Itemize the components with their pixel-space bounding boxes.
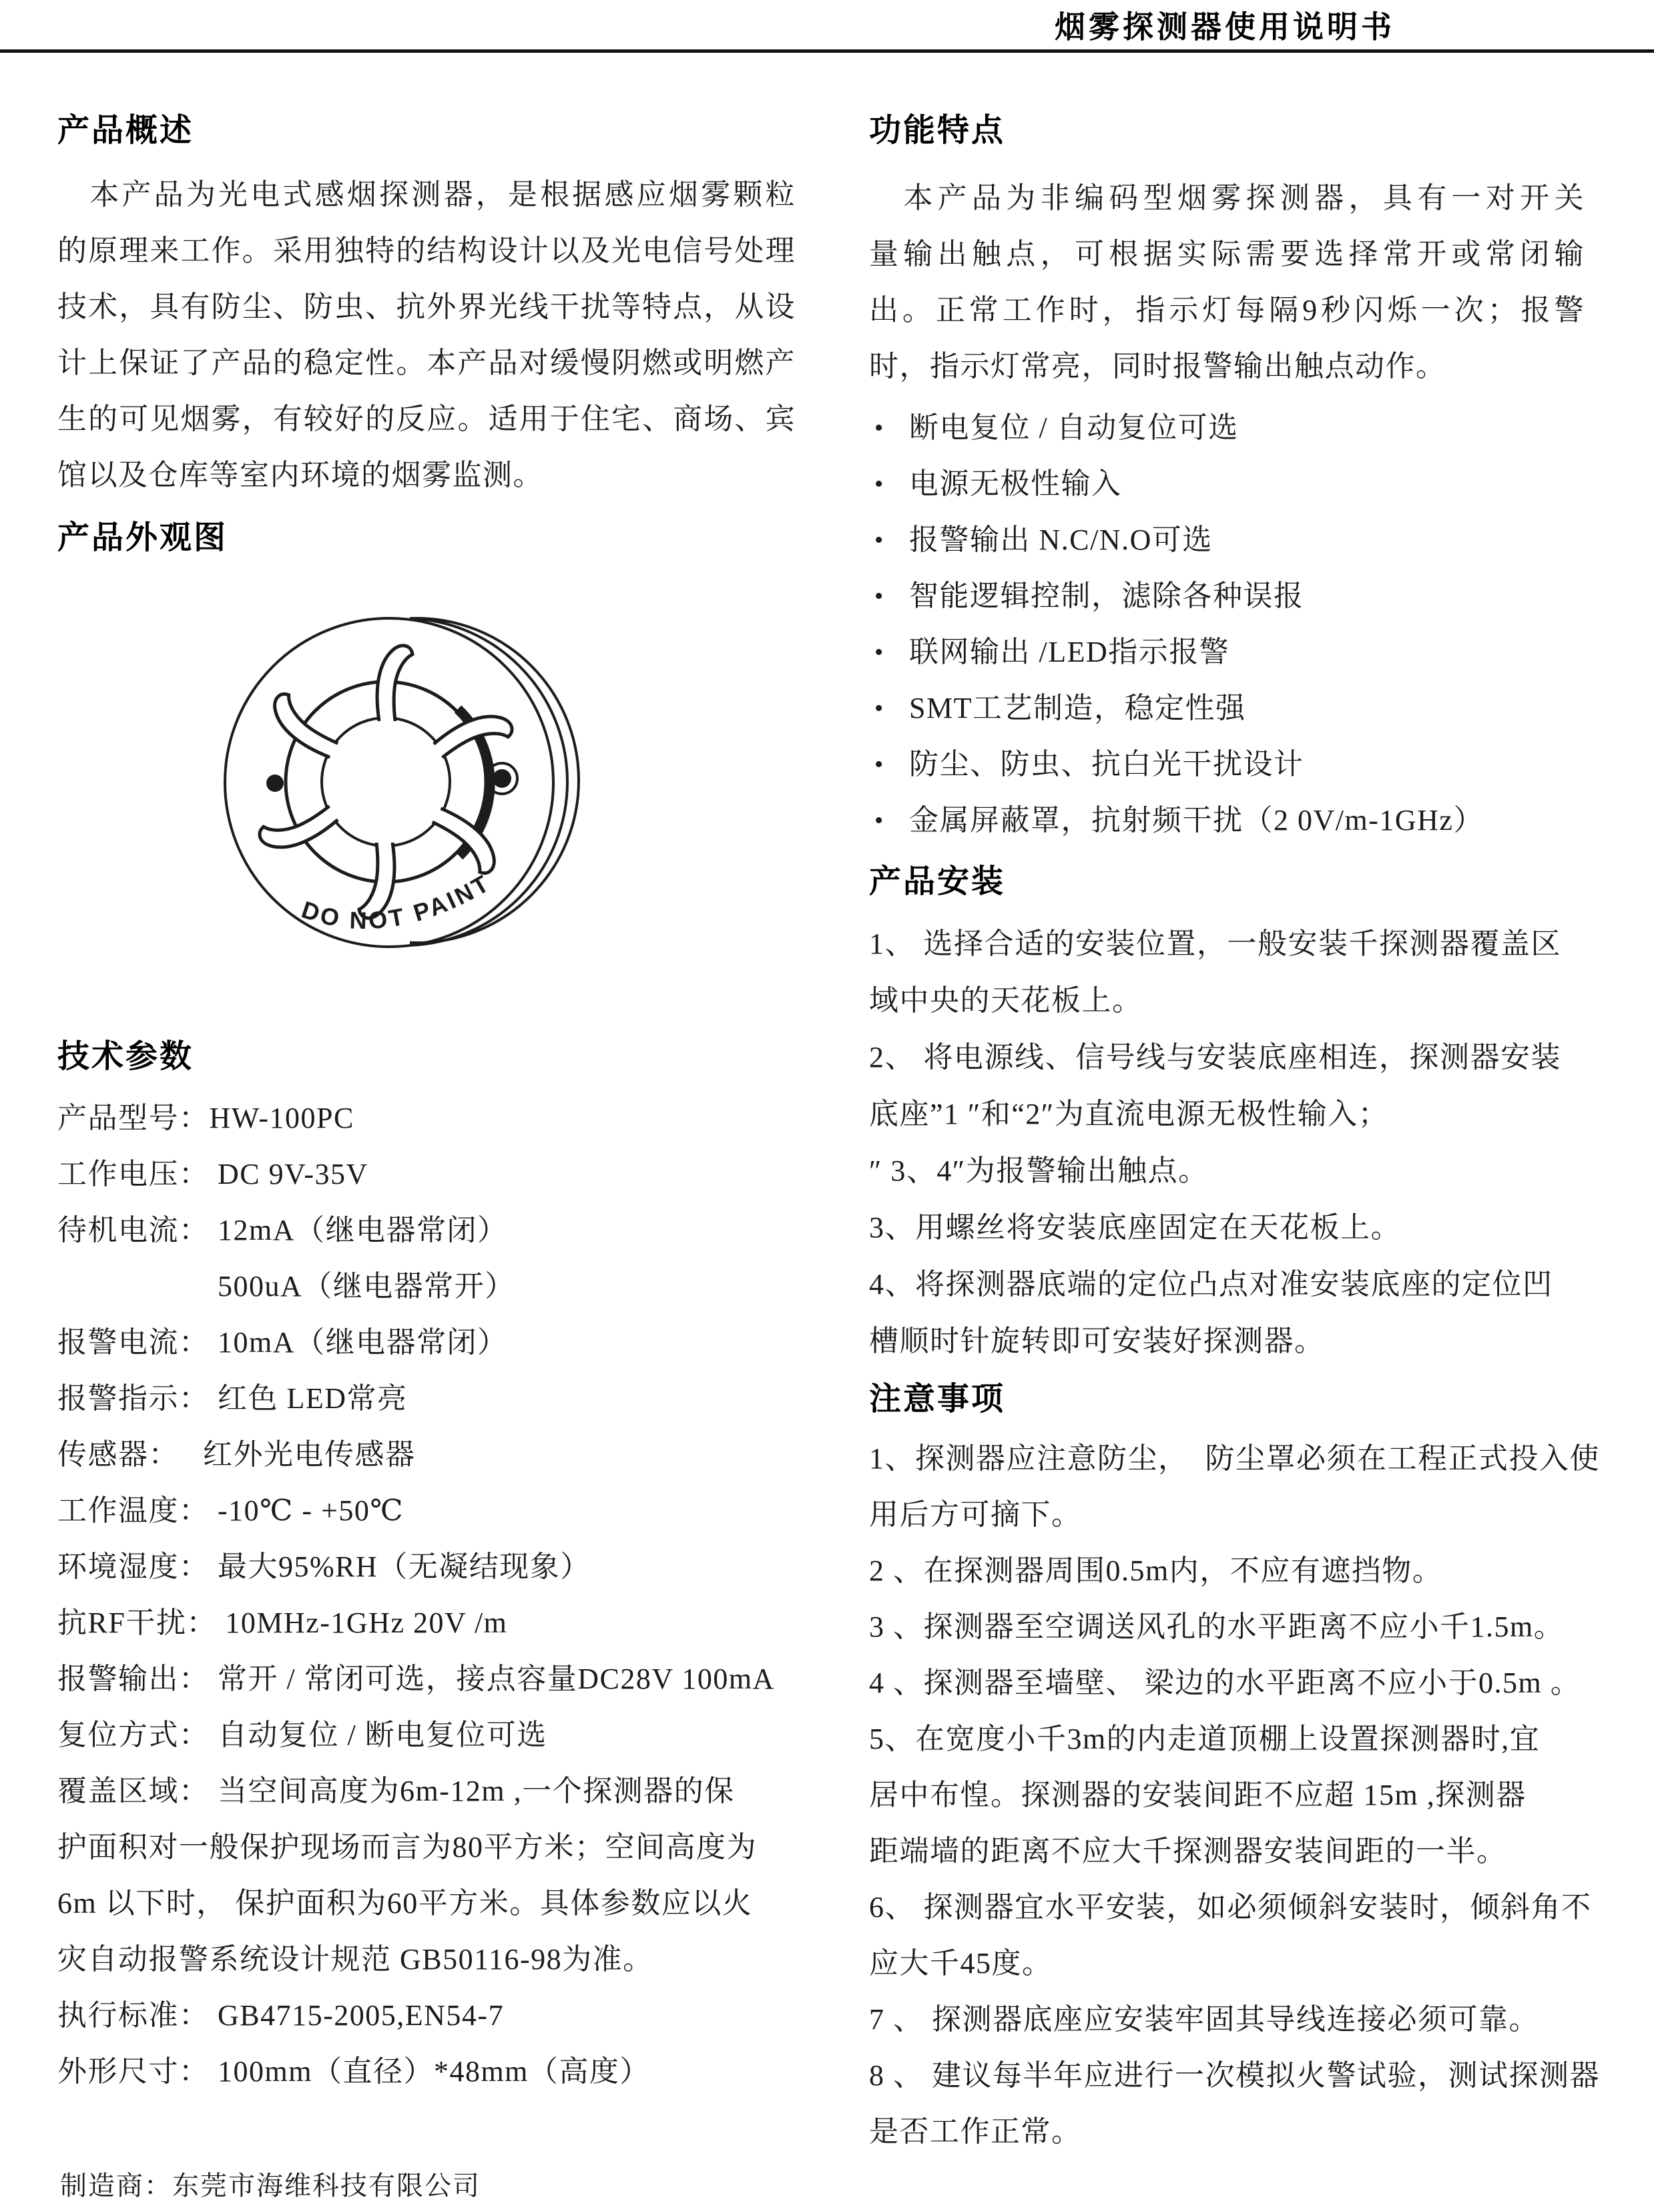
led-indicator-left [266,775,284,792]
text-line: 2、 将电源线、信号线与安装底座相连，探测器安装 [869,1041,1561,1074]
bullet-icon: • [874,582,884,610]
bullet-text: 智能逻辑控制，滤除各种误报 [909,580,1304,612]
manufacturer-line: 制造商：东莞市海维科技有限公司 [60,2171,481,2201]
title-divider [0,49,1654,53]
text-line: 距端墙的距离不应大千探测器安装间距的一半。 [869,1835,1507,1867]
bullet-icon: • [874,694,884,722]
bullet-text: 联网输出 /LED指示报警 [909,636,1230,668]
bullet-item [874,736,1615,793]
bullet-text: 电源无极性输入 [909,467,1122,500]
text-line: 执行标准： GB4715-2005,EN54-7 [57,1999,505,2032]
led-indicator-right [493,769,511,788]
bullet-item [874,793,1615,849]
page-title: 烟雾探测器使用说明书 [1055,9,1395,44]
text-line: 的原理来工作。采用独特的结构设计以及光电信号处理 [57,234,796,267]
text-line: 工作电压： DC 9V-35V [57,1158,368,1190]
text-line: 底座”1 ″和“2″为直流电源无极性输入； [869,1098,1389,1130]
text-line: 传感器： 红外光电传感器 [57,1438,416,1471]
text-line: 时，指示灯常亮，同时报警输出触点动作。 [869,350,1446,383]
bullet-icon: • [874,638,884,666]
text-line: 复位方式： 自动复位 / 断电复位可选 [57,1719,547,1751]
bullet-item [874,456,1615,512]
text-line: 护面积对一般保护现场而言为80平方米；空间高度为 [57,1831,757,1863]
text-line: 抗RF干扰： 10MHz-1GHz 20V /m [57,1606,508,1639]
bullet-icon: • [874,470,884,498]
smoke-detector-illustration [212,582,599,989]
text-line: 应大千45度。 [869,1947,1053,1980]
section-heading-features: 功能特点 [869,113,1006,148]
text-line: 馆以及仓库等室内环境的烟雾监测。 [57,459,543,491]
text-line: 槽顺时针旋转即可安装好探测器。 [869,1325,1325,1357]
text-line: 是否工作正常。 [869,2115,1082,2148]
text-line: 2 、在探测器周围0.5m内，不应有遮挡物。 [869,1554,1443,1587]
features-bullet-list [874,400,1615,849]
bullet-icon: • [874,414,884,442]
text-line: 1、 选择合适的安装位置，一般安装千探测器覆盖区 [869,927,1561,960]
bullet-text: SMT工艺制造，稳定性强 [909,692,1246,724]
section-heading-appearance: 产品外观图 [57,520,228,556]
bullet-text: 金属屏蔽罩，抗射频干扰（2 0V/m-1GHz） [909,804,1484,837]
section-heading-specs: 技术参数 [57,1039,194,1074]
text-line: 3、用螺丝将安装底座固定在天花板上。 [869,1211,1401,1244]
text-line: 居中布惶。探测器的安装间距不应超 15m ,探测器 [869,1779,1527,1811]
text-line: 1、探测器应注意防尘， 防尘罩必须在工程正式投入使 [869,1442,1600,1475]
text-line: 报警电流： 10mA（继电器常闭） [57,1326,508,1359]
text-line: 4、将探测器底端的定位凸点对准安装底座的定位凹 [869,1268,1553,1301]
do-not-paint-label: DO NOT PAINT [298,868,496,935]
text-line: 计上保证了产品的稳定性。本产品对缓慢阴燃或明燃产 [57,347,796,379]
text-line: 3 、探测器至空调送风孔的水平距离不应小千1.5m。 [869,1610,1565,1643]
text-line: 出。正常工作时，指示灯每隔9秒闪烁一次；报警 [869,294,1585,326]
bullet-item [874,512,1615,568]
text-line: 报警输出： 常开 / 常闭可选，接点容量DC28V 100mA [57,1663,775,1695]
bullet-icon: • [874,807,884,835]
text-line: 6、 探测器宜水平安装，如必须倾斜安装时，倾斜角不 [869,1891,1592,1924]
overview-paragraph [57,167,796,503]
text-line: 待机电流： 12mA（继电器常闭） [57,1214,508,1247]
text-line: 500uA（继电器常开） [57,1270,515,1303]
text-line: ″ 3、4″为报警输出触点。 [869,1154,1209,1187]
bullet-text: 断电复位 / 自动复位可选 [909,411,1239,444]
text-line: 域中央的天花板上。 [869,984,1143,1017]
text-line: 6m 以下时， 保护面积为60平方米。具体参数应以火 [57,1887,753,1920]
bullet-item [874,568,1615,624]
bullet-text: 防尘、防虫、抗白光干扰设计 [909,748,1304,781]
text-line: 灾自动报警系统设计规范 GB50116-98为准。 [57,1943,653,1976]
features-intro [869,170,1585,395]
text-line: 5、在宽度小千3m的内走道顶棚上设置探测器时,宜 [869,1723,1541,1755]
text-line: 生的可见烟雾，有较好的反应。适用于住宅、商场、宾 [57,403,796,435]
section-heading-notes: 注意事项 [869,1381,1006,1417]
text-line: 用后方可摘下。 [869,1498,1082,1531]
text-line: 产品型号：HW-100PC [57,1102,354,1134]
section-heading-overview: 产品概述 [57,113,194,148]
bullet-text: 报警输出 N.C/N.O可选 [909,523,1213,556]
text-line: 覆盖区域： 当空间高度为6m-12m ,一个探测器的保 [57,1775,735,1807]
text-line: 外形尺寸： 100mm（直径）*48mm（高度） [57,2055,650,2088]
bullet-icon: • [874,750,884,779]
bullet-icon: • [874,526,884,554]
text-line: 4 、探测器至墙壁、 梁边的水平距离不应小于0.5m 。 [869,1667,1581,1699]
bullet-item [874,680,1615,736]
specs-list [57,1090,798,2100]
text-line: 量输出触点，可根据实际需要选择常开或常闭输 [869,238,1585,270]
section-heading-installation: 产品安装 [869,864,1006,899]
bullet-item [874,624,1615,680]
notes-list [869,1431,1637,2160]
text-line: 工作温度： -10℃ - +50℃ [57,1494,404,1527]
text-line: 7 、 探测器底座应安装牢固其导线连接必须可靠。 [869,2003,1539,2036]
bullet-item [874,400,1615,456]
installation-steps [869,915,1623,1369]
text-line: 本产品为非编码型烟雾探测器，具有一对开关 [869,182,1585,214]
text-line: 环境湿度： 最大95%RH（无凝结现象） [57,1550,591,1583]
text-line: 本产品为光电式感烟探测器，是根据感应烟雾颗粒 [57,178,796,211]
text-line: 技术，具有防尘、防虫、抗外界光线干扰等特点，从设 [57,290,796,323]
text-line: 报警指示： 红色 LED常亮 [57,1382,408,1415]
text-line: 8 、 建议每半年应进行一次模拟火警试验，测试探测器 [869,2059,1600,2092]
